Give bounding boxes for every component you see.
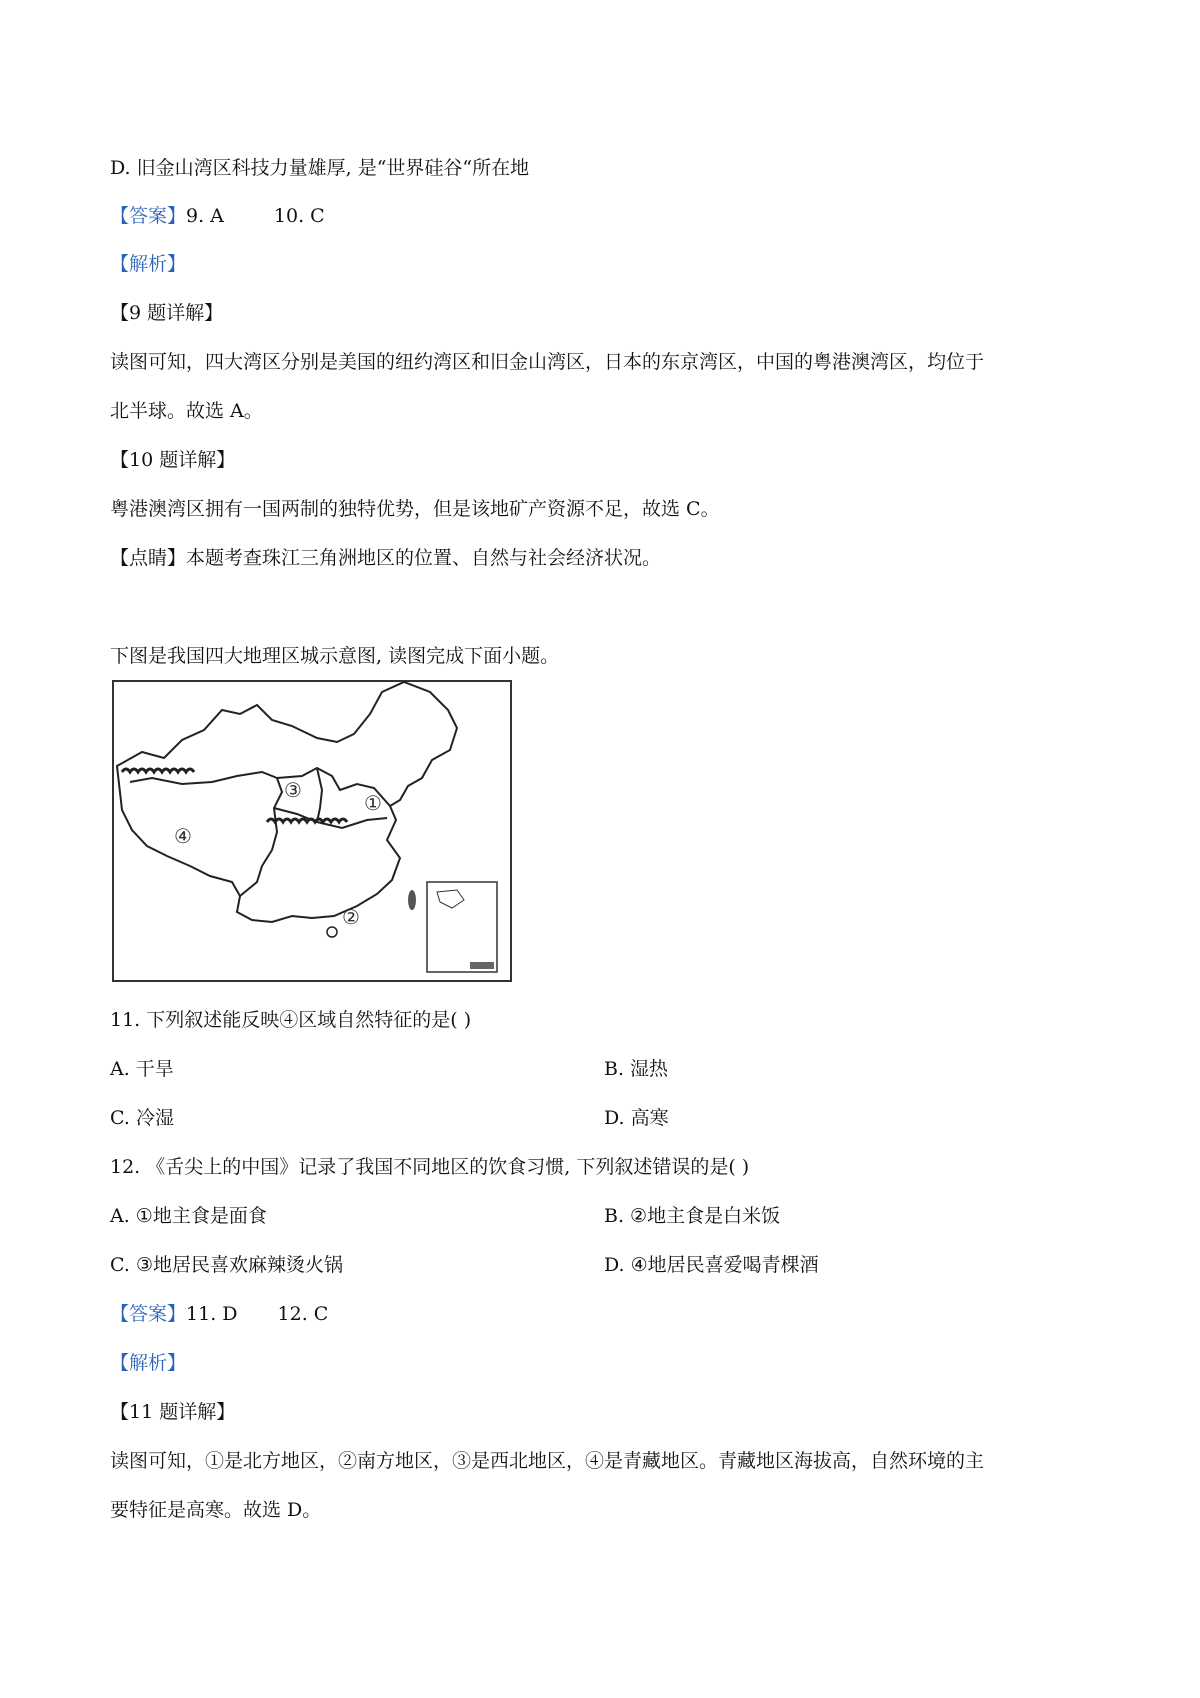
q11-option-d: D. 高寒 (604, 1107, 669, 1129)
q12-option-d: D. ④地居民喜爱喝青棵酒 (604, 1254, 819, 1276)
q11-option-b: B. 湿热 (604, 1058, 669, 1080)
map-label-1: ① (364, 791, 382, 815)
q11-explanation-line1: 读图可知，①是北方地区，②南方地区，③是西北地区，④是青藏地区。青藏地区海拔高，自然环境的主 (110, 1450, 985, 1472)
answer-9: 9. A (186, 205, 224, 227)
map-label-4: ④ (174, 824, 192, 848)
answer-line-9-10 (110, 202, 325, 230)
q10-heading: 【10 题详解】 (110, 449, 236, 471)
q9-explanation-line2: 北半球。故选 A。 (110, 400, 263, 422)
intro-text: 下图是我国四大地理区城示意图, 读图完成下面小题。 (110, 645, 560, 667)
q9-explanation-line1: 读图可知，四大湾区分别是美国的纽约湾区和旧金山湾区，日本的东京湾区，中国的粤港澳湾区，均位于 (110, 351, 985, 373)
inset-label-box (470, 962, 494, 969)
china-regions-map (112, 680, 512, 982)
q11-option-a: A. 干旱 (110, 1058, 174, 1080)
q10-explanation: 粤港澳湾区拥有一国两制的独特优势，但是该地矿产资源不足，故选 C。 (110, 498, 720, 520)
answer-line-11-12 (110, 1300, 328, 1328)
answer-tag: 【答案】 (110, 205, 187, 227)
answer-tag-2: 【答案】 (110, 1303, 187, 1325)
q12-option-c: C. ③地居民喜欢麻辣烫火锅 (110, 1254, 343, 1276)
q12-option-a: A. ①地主食是面食 (110, 1205, 267, 1227)
q12-option-b: B. ②地主食是白米饭 (604, 1205, 781, 1227)
map-label-2: ② (342, 905, 360, 929)
map-label-3: ③ (284, 778, 302, 802)
comment-note: 【点睛】本题考查珠江三角洲地区的位置、自然与社会经济状况。 (110, 547, 662, 569)
question-11: 11. 下列叙述能反映④区域自然特征的是( ) (110, 1009, 472, 1031)
answer-11: 11. D (186, 1303, 238, 1325)
answer-10: 10. C (273, 205, 325, 227)
taiwan-island (408, 890, 416, 910)
china-map-svg (112, 680, 512, 982)
analysis-tag: 【解析】 (110, 253, 187, 275)
q9-heading: 【9 题详解】 (110, 302, 224, 324)
question-12: 12. 《舌尖上的中国》记录了我国不同地区的饮食习惯, 下列叙述错误的是( ) (110, 1156, 750, 1178)
q11-option-c: C. 冷湿 (110, 1107, 174, 1129)
answer-12: 12. C (277, 1303, 329, 1325)
south-sea-inset (427, 882, 497, 972)
analysis-tag-2: 【解析】 (110, 1352, 187, 1374)
q11-explanation-line2: 要特征是高寒。故选 D。 (110, 1499, 322, 1521)
option-d-text: D. 旧金山湾区科技力量雄厚, 是“世界硅谷“所在地 (110, 157, 530, 179)
q11-heading: 【11 题详解】 (110, 1401, 236, 1423)
